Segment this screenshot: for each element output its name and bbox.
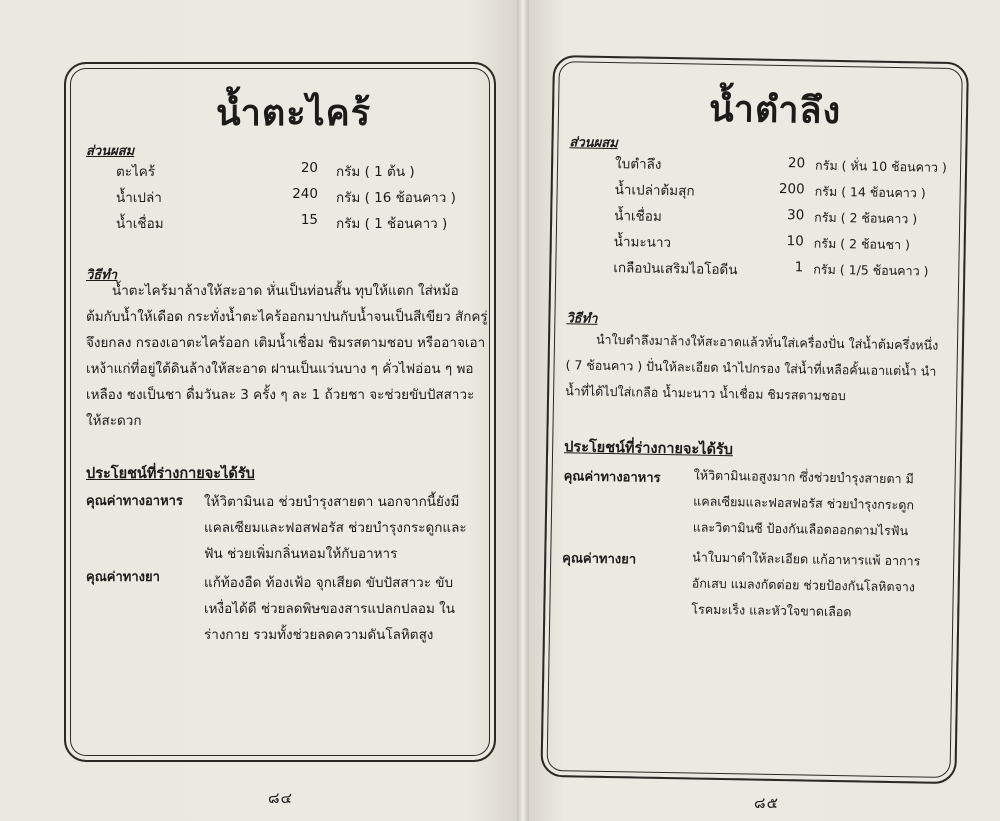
method-line: จึงยกลง กรองเอาตะไคร้ออก เติมน้ำเชื่อม ชิมรสตามชอบ หรืออาจเอา [86, 335, 486, 351]
book-gutter [517, 0, 529, 821]
medicine-line: โรคมะเร็ง และหัวใจขาดเลือด [691, 601, 852, 620]
ingredient-unit: กรัม ( 16 ช้อนคาว ) [336, 190, 456, 206]
ingredients-heading: ส่วนผสม [569, 135, 618, 152]
method-line: เหลือง ชงเป็นชา ดื่มวันละ 3 ครั้ง ๆ ละ 1 ถ้วยชา จะช่วยขับปัสสาวะ [86, 387, 475, 403]
benefits-heading: ประโยชน์ที่ร่างกายจะได้รับ [564, 439, 734, 459]
benefits-heading: ประโยชน์ที่ร่างกายจะได้รับ [86, 466, 255, 482]
method-line: ต้มกับน้ำให้เดือด กระทั่งน้ำตะไคร้ออกมาปนกับน้ำจนเป็นสีเขียว สักครู่ [86, 309, 488, 325]
page-number: ๘๔ [268, 789, 293, 807]
nutrition-line: และวิตามินซี ป้องกันเลือดออกตามไรฟัน [692, 519, 909, 539]
ingredient-name: น้ำเปล่าต้มสุก [614, 182, 695, 200]
ingredient-amount: 20 [300, 160, 318, 176]
ingredient-unit: กรัม ( 2 ช้อนคาว ) [814, 209, 918, 227]
ingredient-unit: กรัม ( 2 ช้อนชา ) [813, 235, 911, 253]
medicine-line: อักเสบ แมลงกัดต่อย ช่วยป้องกันโลหิตจาง [691, 575, 916, 595]
method-line: ให้สะดวก [86, 413, 142, 429]
method-line: น้ำที่ได้ไปใส่เกลือ น้ำมะนาว น้ำเชื่อม ชิมรสตามชอบ [565, 383, 846, 404]
recipe-title: น้ำตะไคร้ [216, 93, 372, 134]
ingredient-unit: กรัม ( หั่น 10 ช้อนคาว ) [814, 157, 948, 175]
nutrition-label: คุณค่าทางอาหาร [563, 469, 661, 486]
left-recipe-frame [64, 62, 496, 762]
page-number: ๘๕ [754, 794, 779, 812]
medicine-line: นำใบมาตำให้ละเอียด แก้อาหารแพ้ อาการ [692, 549, 921, 569]
ingredient-amount: 1 [794, 259, 804, 276]
medicine-label: คุณค่าทางยา [562, 551, 637, 568]
right-recipe-frame [540, 55, 969, 784]
method-heading: วิธีทำ [86, 268, 118, 283]
medicine-line: เหงื่อได้ดี ช่วยลดพิษของสารแปลกปลอม ใน [204, 601, 455, 617]
method-heading: วิธีทำ [566, 311, 598, 327]
method-line: น้ำตะไคร้มาล้างให้สะอาด หั่นเป็นท่อนสั้น ทุบให้แตก ใส่หม้อ [112, 283, 459, 299]
nutrition-line: ให้วิตามินเอสูงมาก ซึ่งช่วยบำรุงสายตา มี [693, 467, 914, 487]
ingredient-amount: 240 [292, 186, 318, 202]
ingredient-unit: กรัม ( 1 ช้อนคาว ) [336, 216, 448, 232]
ingredient-amount: 10 [786, 233, 804, 250]
method-line: ( 7 ช้อนคาว ) ปั่นให้ละเอียด นำไปกรอง ใส่น้ำที่เหลือคั้นเอาแต่น้ำ นำ [565, 357, 937, 379]
ingredient-amount: 200 [778, 180, 805, 198]
ingredient-name: น้ำเชื่อม [614, 208, 662, 225]
ingredient-name: น้ำเชื่อม [116, 216, 164, 232]
ingredients-heading: ส่วนผสม [86, 144, 135, 159]
ingredient-amount: 30 [786, 207, 805, 224]
ingredient-unit: กรัม ( 1 ต้น ) [336, 164, 415, 180]
ingredient-name: ตะไคร้ [116, 164, 156, 180]
ingredient-amount: 15 [300, 212, 318, 228]
medicine-label: คุณค่าทางยา [86, 570, 160, 585]
medicine-line: ร่างกาย รวมทั้งช่วยลดความดันโลหิตสูง [204, 627, 434, 643]
ingredient-name: ใบตำลึง [614, 156, 662, 173]
nutrition-line: ให้วิตามินเอ ช่วยบำรุงสายตา นอกจากนี้ยังมี [204, 494, 460, 510]
ingredient-name: น้ำเปล่า [116, 190, 162, 206]
method-line: นำใบตำลึงมาล้างให้สะอาดแล้วหั่นใส่เครื่องปั่น ใส่น้ำต้มครึ่งหนึ่ง [595, 331, 939, 353]
ingredient-unit: กรัม ( 1/5 ช้อนคาว ) [813, 261, 929, 279]
nutrition-line: แคลเซียมและฟอสฟอรัส ช่วยบำรุงกระดูกและ [204, 520, 467, 536]
nutrition-line: ฟัน ช่วยเพิ่มกลิ่นหอมให้กับอาหาร [204, 546, 398, 562]
nutrition-label: คุณค่าทางอาหาร [86, 494, 183, 509]
method-line: เหง้าแก่ที่อยู่ใต้ดินล้างให้สะอาด ฝานเป็นแว่นบาง ๆ คั่วไฟอ่อน ๆ พอ [86, 361, 474, 377]
medicine-line: แก้ท้องอืด ท้องเฟ้อ จุกเสียด ขับปัสสาวะ ขับ [204, 575, 454, 591]
recipe-title: น้ำตำลึง [708, 88, 842, 133]
ingredient-name: เกลือป่นเสริมไอโอดีน [613, 260, 738, 279]
ingredient-unit: กรัม ( 14 ช้อนคาว ) [814, 183, 926, 201]
nutrition-line: แคลเซียมและฟอสฟอรัส ช่วยบำรุงกระดูก [693, 493, 915, 513]
ingredient-amount: 20 [787, 155, 806, 172]
ingredient-name: น้ำมะนาว [613, 234, 672, 252]
